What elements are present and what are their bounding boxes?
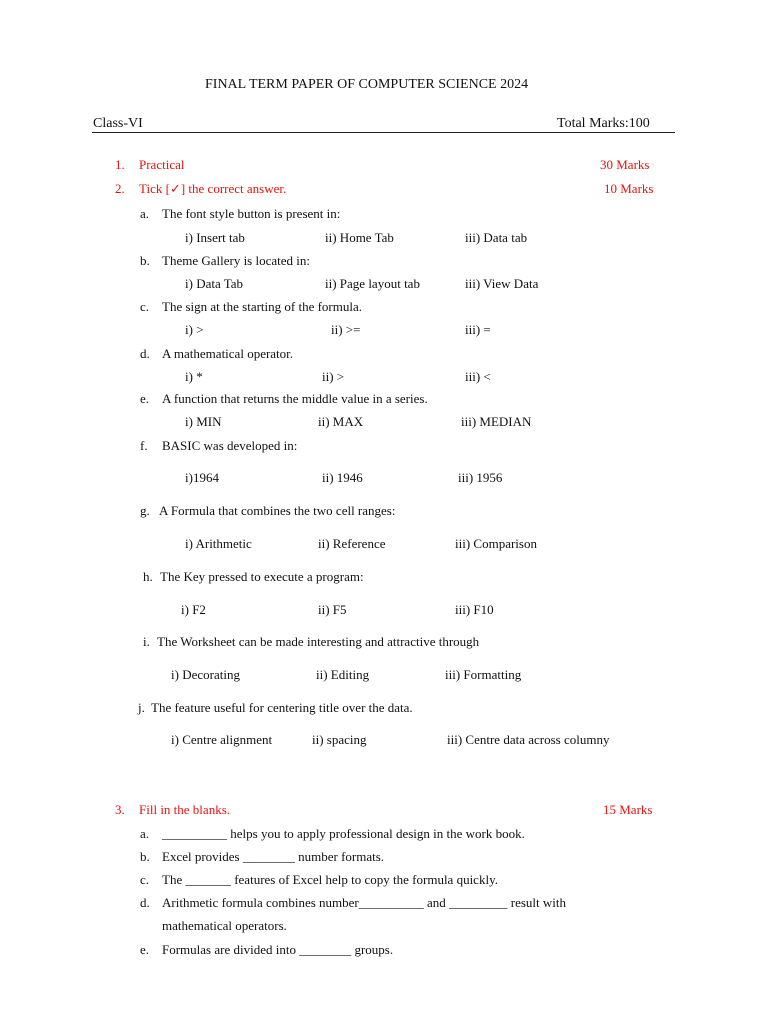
question-text: BASIC was developed in: — [162, 438, 298, 453]
option: ii) Editing — [316, 667, 370, 682]
section-title: Fill in the blanks. — [139, 802, 230, 817]
question-letter: b. — [140, 253, 150, 268]
blank-letter: b. — [140, 849, 150, 864]
question-text: A mathematical operator. — [162, 346, 294, 361]
section-marks: 15 Marks — [603, 802, 653, 817]
option: i) Data Tab — [185, 276, 244, 291]
option: iii) = — [465, 322, 491, 337]
question-letter: e. — [140, 391, 150, 406]
question-text: The sign at the starting of the formula. — [162, 299, 363, 314]
option: iii) MEDIAN — [461, 414, 532, 429]
question-text: The Worksheet can be made interesting and attractive through — [157, 634, 480, 649]
blank-letter: e. — [140, 942, 150, 957]
question-letter: a. — [140, 206, 150, 221]
question-letter: c. — [140, 299, 150, 314]
option: i)1964 — [185, 470, 219, 485]
option: iii) 1956 — [458, 470, 503, 485]
question-text: The font style button is present in: — [162, 206, 341, 221]
section-number: 3. — [115, 802, 125, 817]
blank-text: Excel provides ________ number formats. — [162, 849, 385, 864]
question-letter: f. — [140, 438, 148, 453]
option: iii) Centre data across columny — [447, 732, 610, 747]
section-number: 2. — [115, 181, 125, 196]
option: ii) >= — [331, 322, 361, 337]
blank-text-continued: mathematical operators. — [162, 918, 287, 933]
option: i) Arithmetic — [185, 536, 252, 551]
option: i) Centre alignment — [171, 732, 273, 747]
blank-text: Arithmetic formula combines number__________ and _________ result with — [162, 895, 567, 910]
question-text: The feature useful for centering title over the data. — [151, 700, 413, 715]
total-marks: Total Marks:100 — [557, 116, 650, 131]
option: i) Insert tab — [185, 230, 245, 245]
question-text: The Key pressed to execute a program: — [160, 569, 364, 584]
option: ii) Home Tab — [325, 230, 394, 245]
option: ii) spacing — [312, 732, 367, 747]
option: i) MIN — [185, 414, 222, 429]
option: ii) > — [322, 369, 345, 384]
question-letter: d. — [140, 346, 150, 361]
option: ii) Reference — [318, 536, 386, 551]
page-title: FINAL TERM PAPER OF COMPUTER SCIENCE 2024 — [205, 77, 529, 92]
option: i) * — [185, 369, 203, 384]
question-text: Theme Gallery is located in: — [162, 253, 311, 268]
option: ii) 1946 — [322, 470, 363, 485]
question-letter: h. — [143, 569, 153, 584]
question-letter: i. — [143, 634, 150, 649]
question-letter: g. — [140, 503, 150, 518]
option: i) F2 — [181, 602, 206, 617]
blank-text: __________ helps you to apply professional design in the work book. — [162, 826, 525, 841]
section-number: 1. — [115, 157, 125, 172]
option: iii) View Data — [465, 276, 539, 291]
option: iii) < — [465, 369, 491, 384]
section-title: Practical — [139, 157, 185, 172]
option: iii) Comparison — [455, 536, 537, 551]
question-text: A function that returns the middle value in a series. — [162, 391, 428, 406]
blank-text: The _______ features of Excel help to copy the formula quickly. — [162, 872, 498, 887]
question-text: A Formula that combines the two cell ranges: — [159, 503, 396, 518]
class-label: Class-VI — [93, 116, 143, 131]
option: iii) Formatting — [445, 667, 522, 682]
header-rule — [92, 132, 675, 133]
option: iii) Data tab — [465, 230, 528, 245]
blank-text: Formulas are divided into ________ groups. — [162, 942, 394, 957]
option: i) Decorating — [171, 667, 240, 682]
section-marks: 10 Marks — [604, 181, 654, 196]
section-title: Tick [✓] the correct answer. — [139, 181, 287, 196]
question-letter: j. — [138, 700, 145, 715]
option: i) > — [185, 322, 204, 337]
blank-letter: a. — [140, 826, 150, 841]
section-marks: 30 Marks — [600, 157, 650, 172]
blank-letter: c. — [140, 872, 150, 887]
option: ii) F5 — [318, 602, 347, 617]
option: iii) F10 — [455, 602, 494, 617]
option: ii) Page layout tab — [325, 276, 420, 291]
blank-letter: d. — [140, 895, 150, 910]
option: ii) MAX — [318, 414, 364, 429]
